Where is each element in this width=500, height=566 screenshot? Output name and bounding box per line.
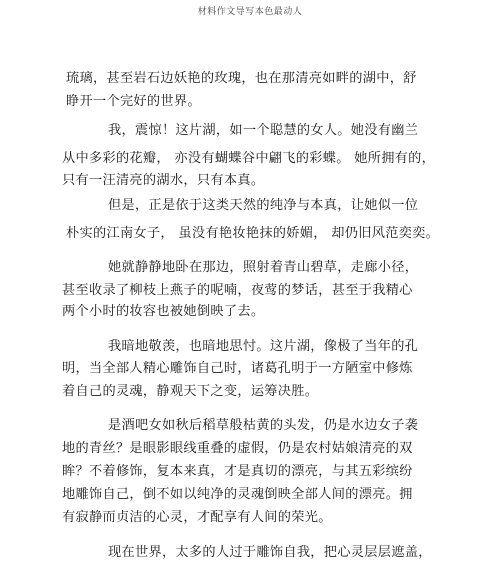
paragraph-line-4: 从中多彩的花瓣， 亦没有蝴蝶谷中翩飞的彩蝶。 她所拥有的， (62, 151, 436, 166)
paragraph-line-6: 但是，正是依于这类天然的纯净与本真，让她似一位 (108, 198, 419, 213)
paragraph-line-13: 着自己的灵魂，静观天下之变，运筹决胜。 (62, 384, 319, 399)
paragraph-line-17: 地雕饰自己，倒不如以纯净的灵魂倒映全部人间的漂亮。拥 (62, 487, 413, 502)
paragraph-line-11: 我暗地敬羡，也暗地思忖。这片湖，像极了当年的孔 (108, 339, 419, 354)
paragraph-line-8: 她就静静地卧在那边，照射着青山碧草，走廊小径， (108, 260, 419, 275)
paragraph-line-15: 地的青丝？是眼影眼线重叠的虚假，仍是农村姑娘清亮的双 (62, 441, 413, 456)
paragraph-line-18: 有寂静而贞洁的心灵，才配享有人间的荣光。 (62, 510, 332, 525)
paragraph-line-16: 眸？不着修饰，复本来真，才是真切的漂亮，与其五彩缤纷 (62, 464, 413, 479)
paragraph-line-1: 琉璃，甚至岩石边妖艳的玫瑰，也在那清亮如畔的湖中，舒 (66, 71, 417, 86)
paragraph-line-19: 现在世界，太多的人过于雕饰自我，把心灵层层遮盖， (108, 545, 432, 560)
page-header: 材料作文导写本色最动人 (197, 7, 303, 17)
paragraph-line-5: 只有一汪清亮的湖水，只有本真。 (62, 173, 265, 188)
paragraph-line-14: 是酒吧女如秋后稻草般枯黄的头发，仍是水边女子袭 (108, 418, 419, 433)
paragraph-line-10: 两个小时的妆容也被她倒映了去。 (62, 304, 265, 319)
paragraph-line-2: 睁开一个完好的世界。 (66, 94, 201, 109)
paragraph-line-7: 朴实的江南女子， 虽没有艳妆艳抹的娇媚， 却仍旧风范奕奕。 (66, 226, 440, 241)
paragraph-line-9: 甚至收录了柳枝上燕子的呢喃，夜莺的梦话，甚至于我精心 (62, 283, 413, 298)
paragraph-line-3: 我，震惊！这片湖，如一个聪慧的女人。她没有幽兰 (108, 123, 419, 138)
paragraph-line-12: 明，当全部人精心雕饰自己时，诸葛孔明于一方陋室中修炼 (62, 361, 413, 376)
